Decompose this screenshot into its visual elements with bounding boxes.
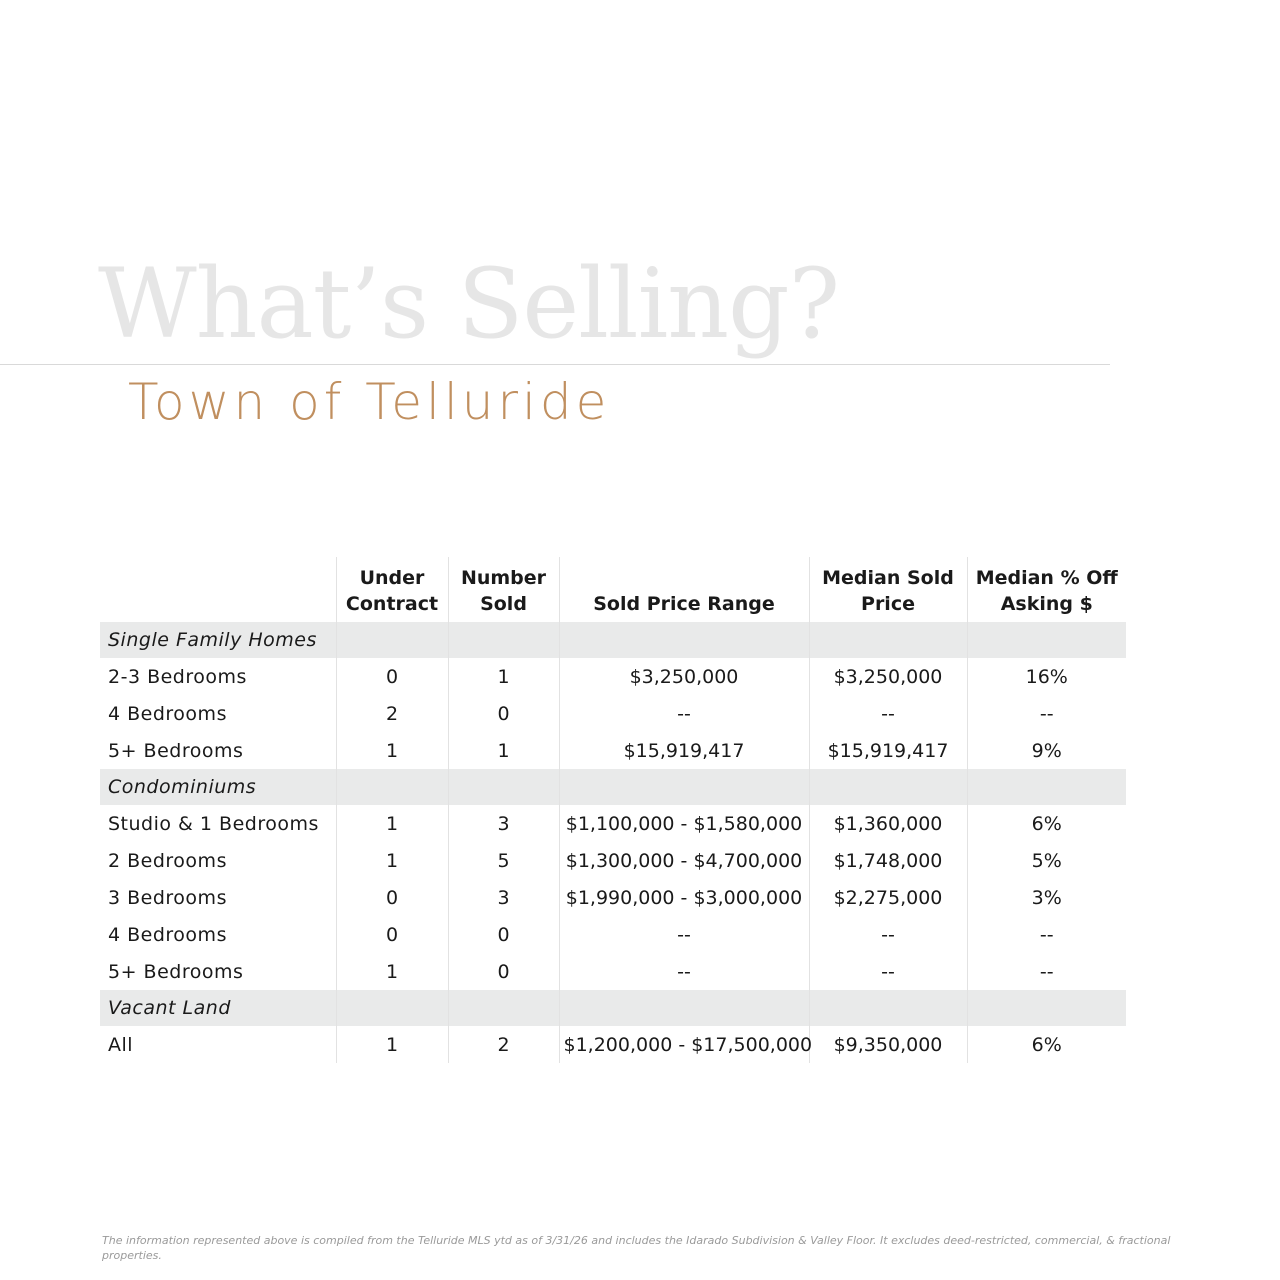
row-label: 4 Bedrooms xyxy=(108,702,227,725)
table-cell xyxy=(336,990,448,1026)
table-cell: 1 xyxy=(448,658,559,695)
table-cell xyxy=(967,990,1126,1026)
table-cell: 3% xyxy=(967,879,1126,916)
table-cell: -- xyxy=(967,953,1126,990)
table-cell: -- xyxy=(559,953,809,990)
section-row xyxy=(100,769,1126,805)
table-cell xyxy=(336,769,448,805)
sales-table-container xyxy=(100,557,1126,1063)
row-label: All xyxy=(108,1033,134,1056)
table-cell: -- xyxy=(809,916,967,953)
table-cell: $1,100,000 - $1,580,000 xyxy=(559,805,809,842)
column-header: Number Sold xyxy=(448,557,559,622)
table-cell: 2 xyxy=(448,1026,559,1063)
table-cell: 1 xyxy=(336,953,448,990)
column-header: Median % Off Asking $ xyxy=(967,557,1126,622)
row-label: 2 Bedrooms xyxy=(108,849,227,872)
table-cell: $1,748,000 xyxy=(809,842,967,879)
table-cell: 1 xyxy=(336,805,448,842)
table-cell: 0 xyxy=(336,916,448,953)
column-header: Under Contract xyxy=(336,557,448,622)
table-cell: 6% xyxy=(967,1026,1126,1063)
table-cell: 1 xyxy=(336,1026,448,1063)
table-row xyxy=(100,916,1126,953)
page-subtitle: Town of Telluride xyxy=(128,373,611,431)
table-cell: 5 xyxy=(448,842,559,879)
table-cell: 0 xyxy=(448,953,559,990)
table-cell: -- xyxy=(809,953,967,990)
table-row xyxy=(100,658,1126,695)
table-cell: 1 xyxy=(336,732,448,769)
section-label: Condominiums xyxy=(100,769,336,805)
table-cell: 2 xyxy=(336,695,448,732)
table-row xyxy=(100,842,1126,879)
table-cell: -- xyxy=(559,695,809,732)
table-cell xyxy=(559,769,809,805)
page-title: What’s Selling? xyxy=(98,248,840,360)
table-cell: $3,250,000 xyxy=(809,658,967,695)
section-row xyxy=(100,622,1126,658)
table-cell: -- xyxy=(967,916,1126,953)
table-header-row xyxy=(100,557,1126,622)
table-cell xyxy=(559,622,809,658)
section-row xyxy=(100,990,1126,1026)
table-cell: 5% xyxy=(967,842,1126,879)
table-cell: 0 xyxy=(448,916,559,953)
table-cell: $1,300,000 - $4,700,000 xyxy=(559,842,809,879)
table-cell: 0 xyxy=(336,658,448,695)
table-cell: -- xyxy=(809,695,967,732)
table-cell: $3,250,000 xyxy=(559,658,809,695)
table-row xyxy=(100,953,1126,990)
table-cell: -- xyxy=(967,695,1126,732)
table-row xyxy=(100,805,1126,842)
table-cell: 3 xyxy=(448,805,559,842)
table-cell xyxy=(967,769,1126,805)
row-label: Studio & 1 Bedrooms xyxy=(108,812,319,835)
column-header: Median Sold Price xyxy=(809,557,967,622)
table-cell: $1,200,000 - $17,500,000 xyxy=(559,1026,809,1063)
column-header xyxy=(100,557,336,622)
table-cell: 16% xyxy=(967,658,1126,695)
table-cell xyxy=(448,622,559,658)
row-label: 2-3 Bedrooms xyxy=(108,665,247,688)
title-divider xyxy=(0,364,1110,365)
column-header: Sold Price Range xyxy=(559,557,809,622)
table-cell xyxy=(336,622,448,658)
table-cell: 1 xyxy=(448,732,559,769)
table-cell xyxy=(809,622,967,658)
table-cell: 3 xyxy=(448,879,559,916)
row-label: 4 Bedrooms xyxy=(108,923,227,946)
table-body xyxy=(100,622,1126,1063)
table-cell: 1 xyxy=(336,842,448,879)
table-cell xyxy=(967,622,1126,658)
row-label: 3 Bedrooms xyxy=(108,886,227,909)
sales-table xyxy=(100,557,1126,1063)
table-cell: $1,990,000 - $3,000,000 xyxy=(559,879,809,916)
table-cell: $15,919,417 xyxy=(559,732,809,769)
table-cell: 6% xyxy=(967,805,1126,842)
table-cell: -- xyxy=(559,916,809,953)
footnote: The information represented above is compiled from the Telluride MLS ytd as of 3/31/26 and includes the Idarado Subdivision & Valley Floor. It excludes deed-restricted, commercial, & fractional properties. xyxy=(102,1234,1171,1262)
table-cell: $1,360,000 xyxy=(809,805,967,842)
table-cell: $2,275,000 xyxy=(809,879,967,916)
table-cell: $15,919,417 xyxy=(809,732,967,769)
table-row xyxy=(100,695,1126,732)
table-row xyxy=(100,879,1126,916)
table-row xyxy=(100,1026,1126,1063)
row-label: 5+ Bedrooms xyxy=(108,739,244,762)
section-label: Vacant Land xyxy=(100,990,336,1026)
table-cell: 0 xyxy=(336,879,448,916)
table-row xyxy=(100,732,1126,769)
table-cell: 9% xyxy=(967,732,1126,769)
table-cell: $9,350,000 xyxy=(809,1026,967,1063)
table-cell xyxy=(809,990,967,1026)
table-cell xyxy=(809,769,967,805)
table-cell xyxy=(448,990,559,1026)
table-cell: 0 xyxy=(448,695,559,732)
table-cell xyxy=(448,769,559,805)
section-label: Single Family Homes xyxy=(100,622,336,658)
table-cell xyxy=(559,990,809,1026)
row-label: 5+ Bedrooms xyxy=(108,960,244,983)
